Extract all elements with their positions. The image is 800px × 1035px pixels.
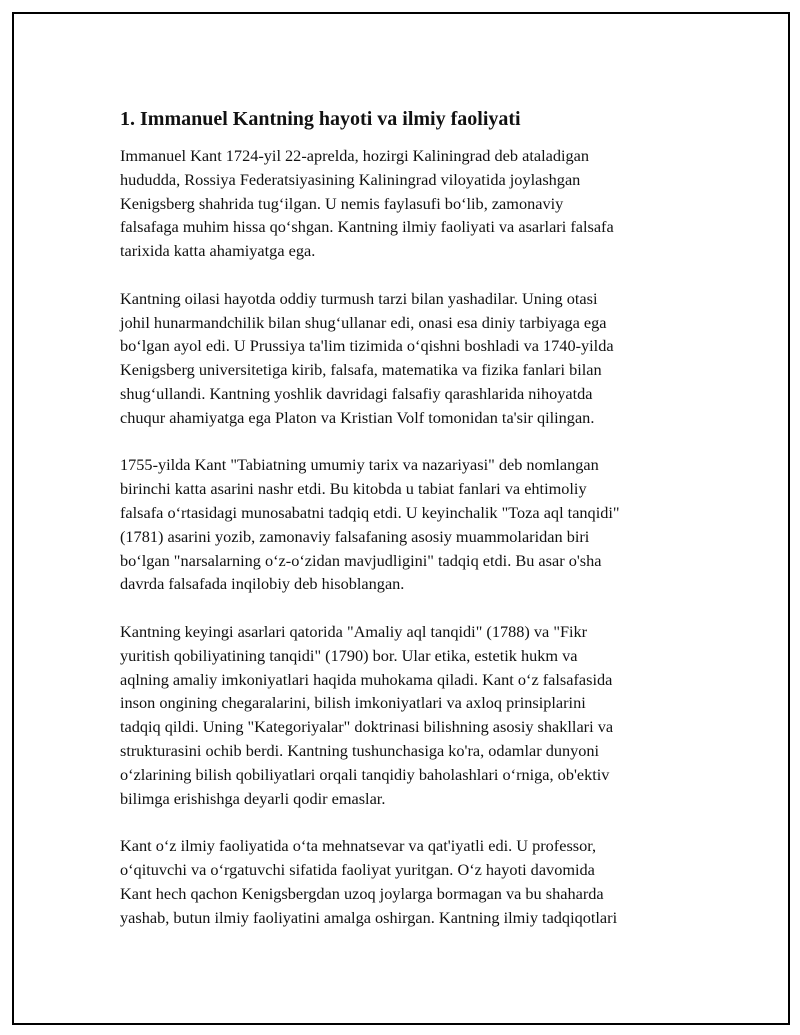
paragraph-later-works: Kantning keyingi asarlari qatorida "Amaliy aql tanqidi" (1788) va "Fikr yuritish qobiliyatining tanqidi" (1790) bor. Ular etika, estetik hukm va aqlning amaliy imkoniyatlari haqida muhokama qiladi. Kant o‘z falsafasida inson ongining chegaralarini, bilish imkoniyatlari va axloq prinsiplarini tadqiq qildi. Uning "Kategoriyalar" doktrinasi bilishning asosiy shakllari va strukturasini ochib berdi. Kantning tushunchasiga ko'ra, odamlar dunyoni o‘zlarining bilish qobiliyatlari orqali tanqidiy baholashlari o‘rniga, ob'ektiv bilimga erishishga deyarli qodir emaslar. [120, 621, 614, 808]
document-body [120, 106, 698, 953]
paragraph-first-works: 1755-yilda Kant "Tabiatning umumiy tarix va nazariyasi" deb nomlangan birinchi katta asarini nashr etdi. Bu kitobda u tabiat fanlari va ehtimoliy falsafa o‘rtasidagi munosabatni tadqiq etdi. U keyinchalik "Toza aql tanqidi" (1781) asarini yozib, zamonaviy falsafaning asosiy muammolaridan biri bo‘lgan "narsalarning o‘z-o‘zidan mavjudligini" tadqiq etdi. Bu asar o'sha davrda falsafada inqilobiy deb hisoblangan. [120, 455, 620, 594]
paragraph-family: Kantning oilasi hayotda oddiy turmush tarzi bilan yashadilar. Uning otasi johil hunarmandchilik bilan shug‘ullanar edi, onasi esa diniy tarbiyaga ega bo‘lgan ayol edi. U Prussiya ta'lim tizimida o‘qishni boshladi va 1740-yilda Kenigsberg universitetiga kirib, falsafa, matematika va fizika fanlari bilan shug‘ullandi. Kantning yoshlik davridagi falsafiy qarashlarida nihoyatda chuqur ahamiyatga ega Platon va Kristian Volf tomonidan ta'sir qilingan. [120, 288, 614, 427]
paragraph-birth: Immanuel Kant 1724-yil 22-aprelda, hozirgi Kaliningrad deb ataladigan hududda, Rossiya Federatsiyasining Kaliningrad viloyatida joylashgan Kenigsberg shahrida tug‘ilgan. U nemis faylasufi bo‘lib, zamonaviy falsafaga muhim hissa qo‘shgan. Kantning ilmiy faoliyati va asarlari falsafa tarixida katta ahamiyatga ega. [120, 146, 614, 261]
document-page [12, 12, 790, 1025]
section-title: 1. Immanuel Kantning hayoti va ilmiy faoliyati [120, 108, 521, 130]
paragraph-career: Kant o‘z ilmiy faoliyatida o‘ta mehnatsevar va qat'iyatli edi. U professor, o‘qituvchi va o‘rgatuvchi sifatida faoliyat yuritgan. O‘z hayoti davomida Kant hech qachon Kenigsbergdan uzoq joylarga bormagan va bu shaharda yashab, butun ilmiy faoliyatini amalga oshirgan. Kantning ilmiy tadqiqotlari [120, 836, 618, 927]
